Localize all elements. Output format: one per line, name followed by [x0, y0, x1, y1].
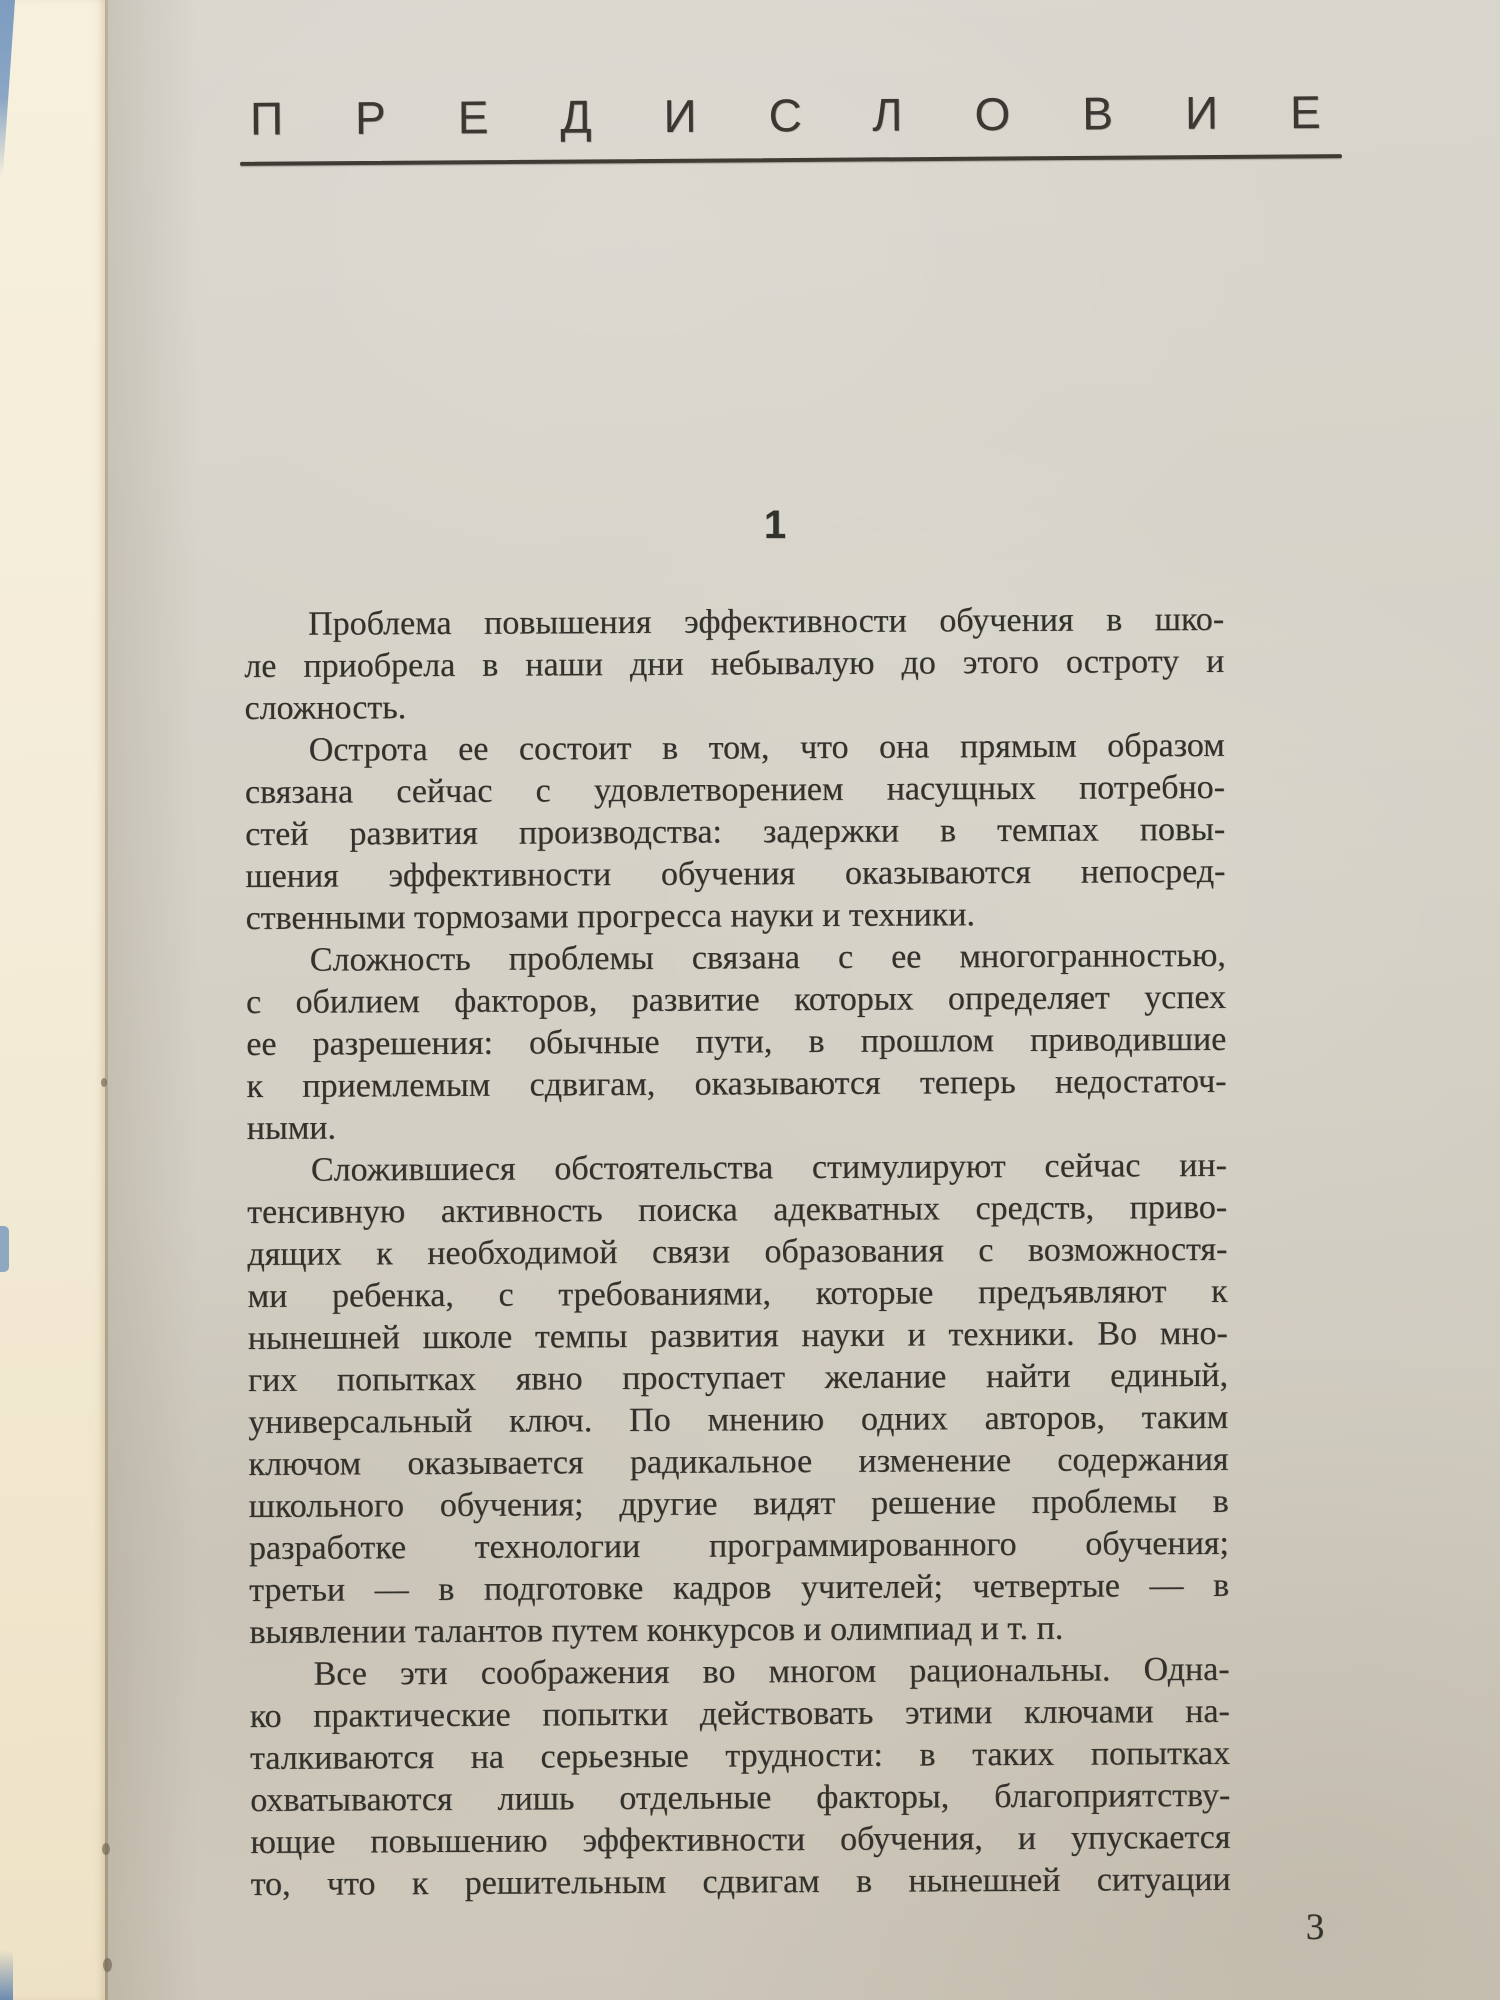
backdrop-sliver-mid-left — [0, 1226, 9, 1272]
text-line: третьи — в подготовке кадров учителей; четвертые — в — [249, 1566, 1230, 1609]
body-text — [244, 599, 1231, 1906]
text-line: ственными тормозами прогресса науки и техники. — [245, 896, 976, 937]
text-line: с обилием факторов, развитие которых определяет успех — [245, 978, 1227, 1021]
text-line: универсальный ключ. По мнению одних авторов, таким — [248, 1398, 1229, 1441]
text-line: талкиваются на серьезные трудности: в таких попытках — [249, 1734, 1231, 1777]
text-line: ко практические попытки действовать этими ключами на- — [249, 1692, 1230, 1735]
text-line: сложность. — [244, 689, 407, 727]
text-line: то, что к решительным сдвигам в нынешней ситуации — [250, 1860, 1231, 1903]
spine-shadow — [108, 0, 198, 2000]
text-line: Все эти соображения во многом рациональны. Одна- — [313, 1650, 1230, 1693]
page-edge-speck — [102, 1843, 110, 1855]
text-line: Сложившиеся обстоятельства стимулируют сейчас ин- — [310, 1146, 1228, 1189]
text-line: тенсивную активность поиска адекватных средств, приво- — [247, 1188, 1228, 1231]
text-line: к приемлемым сдвигам, оказываются теперь недостаточ- — [246, 1062, 1227, 1105]
text-line: ющие повышению эффективности обучения, и упускается — [250, 1818, 1231, 1861]
text-line: ле приобрела в наши дни небывалую до этого остроту и — [244, 642, 1225, 685]
text-line: Проблема повышения эффективности обучения в шко- — [308, 600, 1225, 643]
page-edge-speck — [101, 1078, 107, 1087]
text-line: Сложность проблемы связана с ее многогранностью, — [309, 936, 1226, 979]
chapter-title: ПРЕДИСЛОВИЕ — [249, 85, 1393, 145]
text-line: стей развития производства: задержки в темпах повы- — [245, 810, 1226, 853]
text-line: шения эффективности обучения оказываются непосред- — [245, 852, 1226, 895]
text-line: ными. — [246, 1109, 337, 1147]
text-line: ми ребенка, с требованиями, которые предъявляют к — [247, 1272, 1228, 1315]
facing-page-edge — [0, 0, 106, 2000]
section-number: 1 — [763, 503, 787, 547]
text-line: нынешней школе темпы развития науки и техники. Во мно- — [247, 1314, 1228, 1357]
title-rule — [240, 154, 1342, 166]
text-line: связана сейчас с удовлетворением насущных потребно- — [244, 768, 1226, 811]
text-line: охватываются лишь отдельные факторы, благоприятству- — [250, 1776, 1231, 1819]
text-line: разработке технологии программированного обучения; — [248, 1524, 1230, 1567]
text-line: ее разрешения: обычные пути, в прошлом приводившие — [246, 1020, 1227, 1063]
text-line: школьного обучения; другие видят решение проблемы в — [248, 1482, 1229, 1525]
backdrop-sliver-bottom-left — [0, 1950, 13, 2000]
text-line: выявлении талантов путем конкурсов и олимпиад и т. п. — [249, 1609, 1064, 1651]
page-number: 3 — [1305, 1907, 1325, 1948]
text-line: дящих к необходимой связи образования с возможностя- — [247, 1230, 1228, 1273]
text-line: ключом оказывается радикальное изменение содержания — [248, 1440, 1229, 1483]
page-edge-speck — [103, 1958, 112, 1972]
text-line: Острота ее состоит в том, что она прямым образом — [308, 726, 1225, 769]
text-line: гих попытках явно проступает желание найти единый, — [247, 1356, 1229, 1399]
